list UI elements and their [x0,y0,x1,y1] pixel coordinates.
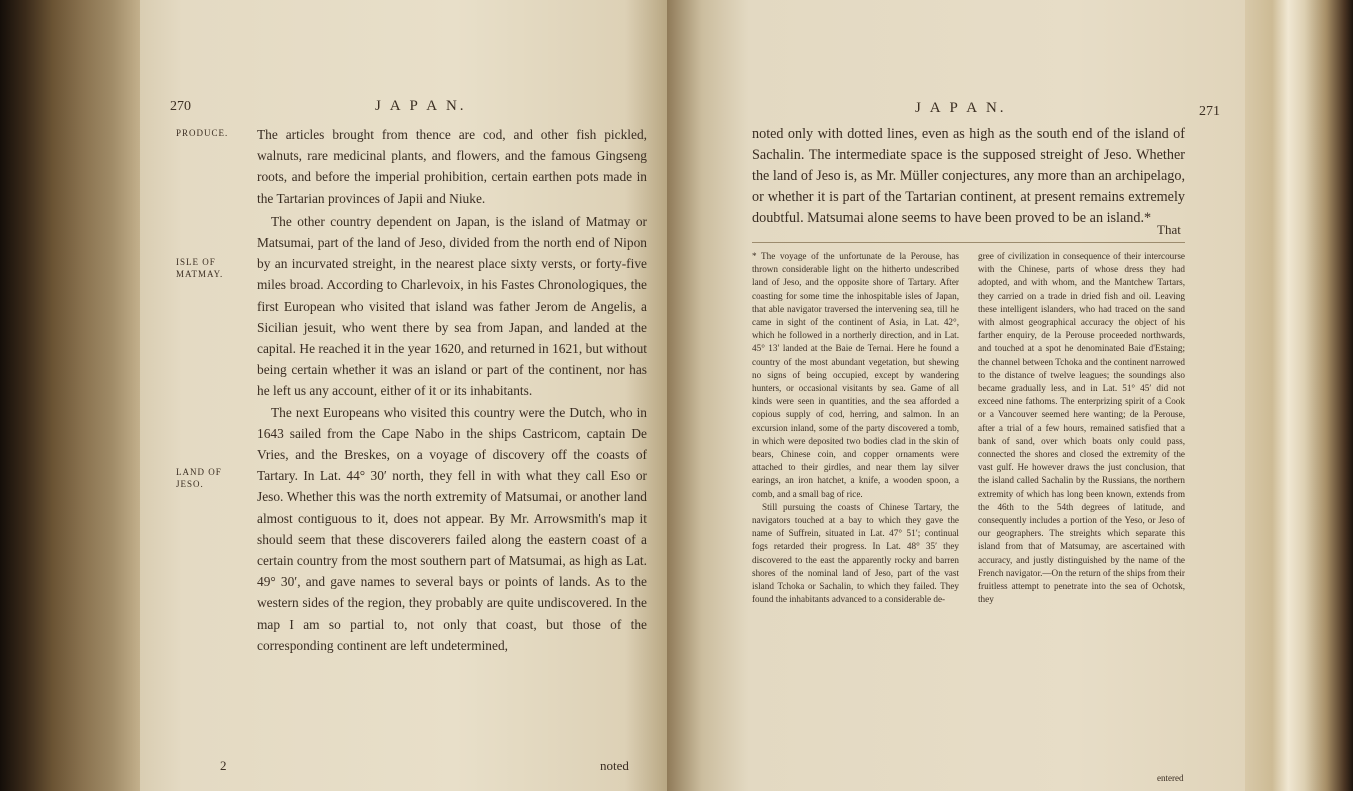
left-page-edges [0,0,140,791]
running-head: J A P A N. [915,100,1007,116]
paragraph-continued: noted only with dotted lines, even as high as the south end of the island of Sachalin. The intermediate space is the supposed streight of Jeso. Whether the land of Jeso is, as Mr. Müller conjectures, any more than an archipelago, or whether it is part of the Tartarian continent, at present remains extremely doubtful. Matsumai alone seems to have been proved to be an island.* [752,126,1185,226]
right-page-edges [1245,0,1353,791]
main-text [752,124,1185,229]
footnote-paragraph: * The voyage of the unfortunate de la Perouse, has thrown considerable light on the hitherto undescribed land of Jeso, and the opposite shore of Tartary. After coasting for some time the inhospitable isles of Japan, that able navigator traversed the intervening sea, till he came in sight of the continent of Asia, in Lat. 42°, which he followed in a northerly direction, and in Lat. 45° 13′ landed at the Baie de Ternai. Here he found a country of the most abundant vegetation, but shewing no signs of being occupied, except by wandering hunters, or occasional visitants by sea. Game of all kinds were seen in quantities, and the sea afforded a copious supply of cod, herring, and salmon. In an excursion inland, some of the party discovered a tomb, in which were deposited two bodies clad in the skin of bears, Chinese coin, and copper ornaments were attached to their girdles, and near them lay silver earings, an iron hatchet, a knife, a wooden spoon, a comb, and a small bag of rice. [752,251,959,499]
paragraph-isle-of-matmay: The other country dependent on Japan, is the island of Matmay or Matsumai, part of the land of Jeso, divided from the north end of Nipon by an incurvated streight, in the nearest place sixty versts, or forty-five miles broad. According to Charlevoix, in his Fastes Chronologiques, the first European who visited that island was father Jerom de Angelis, a Sicilian jesuit, who went there by sea from Japan, and landed at the capital. He reached it in the year 1620, and returned in 1621, but without being certain whether it was an island or part of the continent, nor has he left us any account, either of it or its inhabitants. [257,213,647,399]
catchword: noted [600,758,629,773]
footnote-column-1 [752,250,959,606]
footnote-paragraph: gree of civilization in consequence of their intercourse with the Chinese, parts of whose dress they had adopted, and with whom, and the Mantchew Tartars, they carried on a trade in dried fish and oil. Leaving these intelligent islanders, who had traced on the sand with almost geographical accuracy the object of his farther enquiry, de la Perouse proceeded northwards, and touched at a spot he denominated Baie d'Estaing; the channel between Tchoka and the continent narrowed to the distance of twelve leagues; the soundings also became gradually less, and in Lat. 51° 45′ did not exceed nine fathoms. The enterprizing spirit of a Cook or a Vancouver seemed here wanting; de la Perouse, after a trial of a few hours, remained satisfied that a bank of sand, over which boats only could pass, connected the shores and closed the extremity of the vast gulf. He however draws the just conclusion, that the island called Sachalin by the Russians, the northern extremity of which has long been known, extends from the 46th to the 54th degrees of latitude, and consequently includes a portion of the Yeso, or Jeso of our geographers. The streights which separate this island from that of Matsumay, are ascertained with accuracy, and justly distinguished by the name of the French navigator.—On the return of the ships from their fruitless attempt to penetrate into the sea of Ochotsk, they [978,251,1185,605]
page-number: 271 [1199,104,1220,119]
footnote-rule [752,242,1185,243]
signature-mark: 2 [220,758,227,773]
margin-note-land-of-jeso: LAND OF JESO. [176,467,222,489]
paragraph-produce: The articles brought from thence are cod, and other fish pickled, walnuts, rare medicinal plants, and flowers, and the famous Gingseng roots, and before the imperial prohibition, certain earthen pots made in the Tartarian provinces of Japii and Niuke. [257,127,647,206]
left-page [140,0,667,791]
footnote-column-2 [978,250,1185,606]
main-text [257,124,647,656]
margin-note-isle-of-matmay: ISLE OF MATMAY. [176,257,224,279]
footnote-paragraph: Still pursuing the coasts of Chinese Tartary, the navigators touched at a bay to which they gave the name of Suffrein, situated in Lat. 47° 51′; continual fogs retarded their progress. In Lat. 48° 35′ they discovered to the east the apparently rocky and barren shores of the nominal land of Jeso, part of the vast island Tchoka or Sachalin, to which they failed. They found the inhabitants advanced to a considerable de- [752,501,959,605]
running-head: J A P A N. [375,98,467,114]
margin-note-produce: PRODUCE. [176,128,229,138]
footnote-catchword: entered [1157,773,1184,783]
paragraph-land-of-jeso: The next Europeans who visited this country were the Dutch, who in 1643 sailed from the Cape Nabo in the ships Castricom, captain De Vries, and the Breskes, on a voyage of discovery off the coasts of Tartary. In Lat. 44° 30′ north, they fell in with what they call Eso or Jeso. Whether this was the north extremity of Matsumai, or another land almost contiguous to it, does not appear. By Mr. Arrowsmith's map it should seem that these discoverers failed along the eastern coast of a certain country from the most southern part of Matsumai, as high as Lat. 49° 30′, and gave names to several bays or points of lands. As to the western sides of the region, they probably are quite undiscovered. In the map I am so partial to, not only that coast, but those of the corresponding continent are left undetermined, [257,404,647,653]
catchword: That [1157,222,1181,237]
right-page [667,0,1249,791]
page-number: 270 [170,99,191,114]
